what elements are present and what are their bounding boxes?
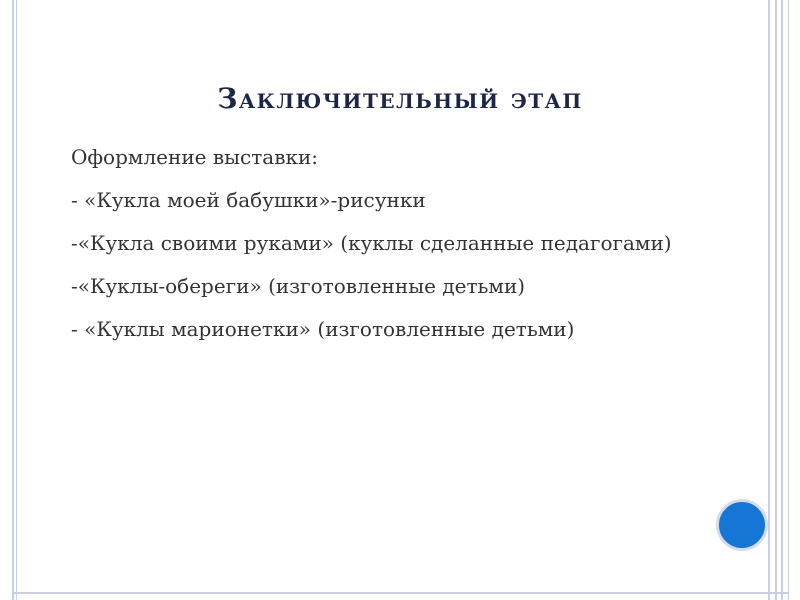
list-item (45, 314, 725, 344)
decorative-circle-icon (716, 499, 768, 551)
frame-bottom-line (12, 592, 789, 594)
list-item-text: -«Куклы-обереги» (изготовленные детьми) (71, 274, 526, 298)
list-item-text: - «Куклы марионетки» (изготовленные детьми) (71, 317, 575, 341)
list-item-text: Оформление выставки: (71, 145, 319, 169)
list-item (45, 185, 725, 215)
list-item-text: - «Кукла моей бабушки»-рисунки (71, 188, 426, 212)
slide-title: Заключительный этап (217, 82, 583, 115)
list-item-text: -«Кукла своими руками» (куклы сделанные педагогами) (71, 231, 672, 255)
list-item (45, 228, 725, 258)
list-item (45, 142, 725, 172)
bullet-list (45, 142, 725, 357)
list-item (45, 271, 725, 301)
